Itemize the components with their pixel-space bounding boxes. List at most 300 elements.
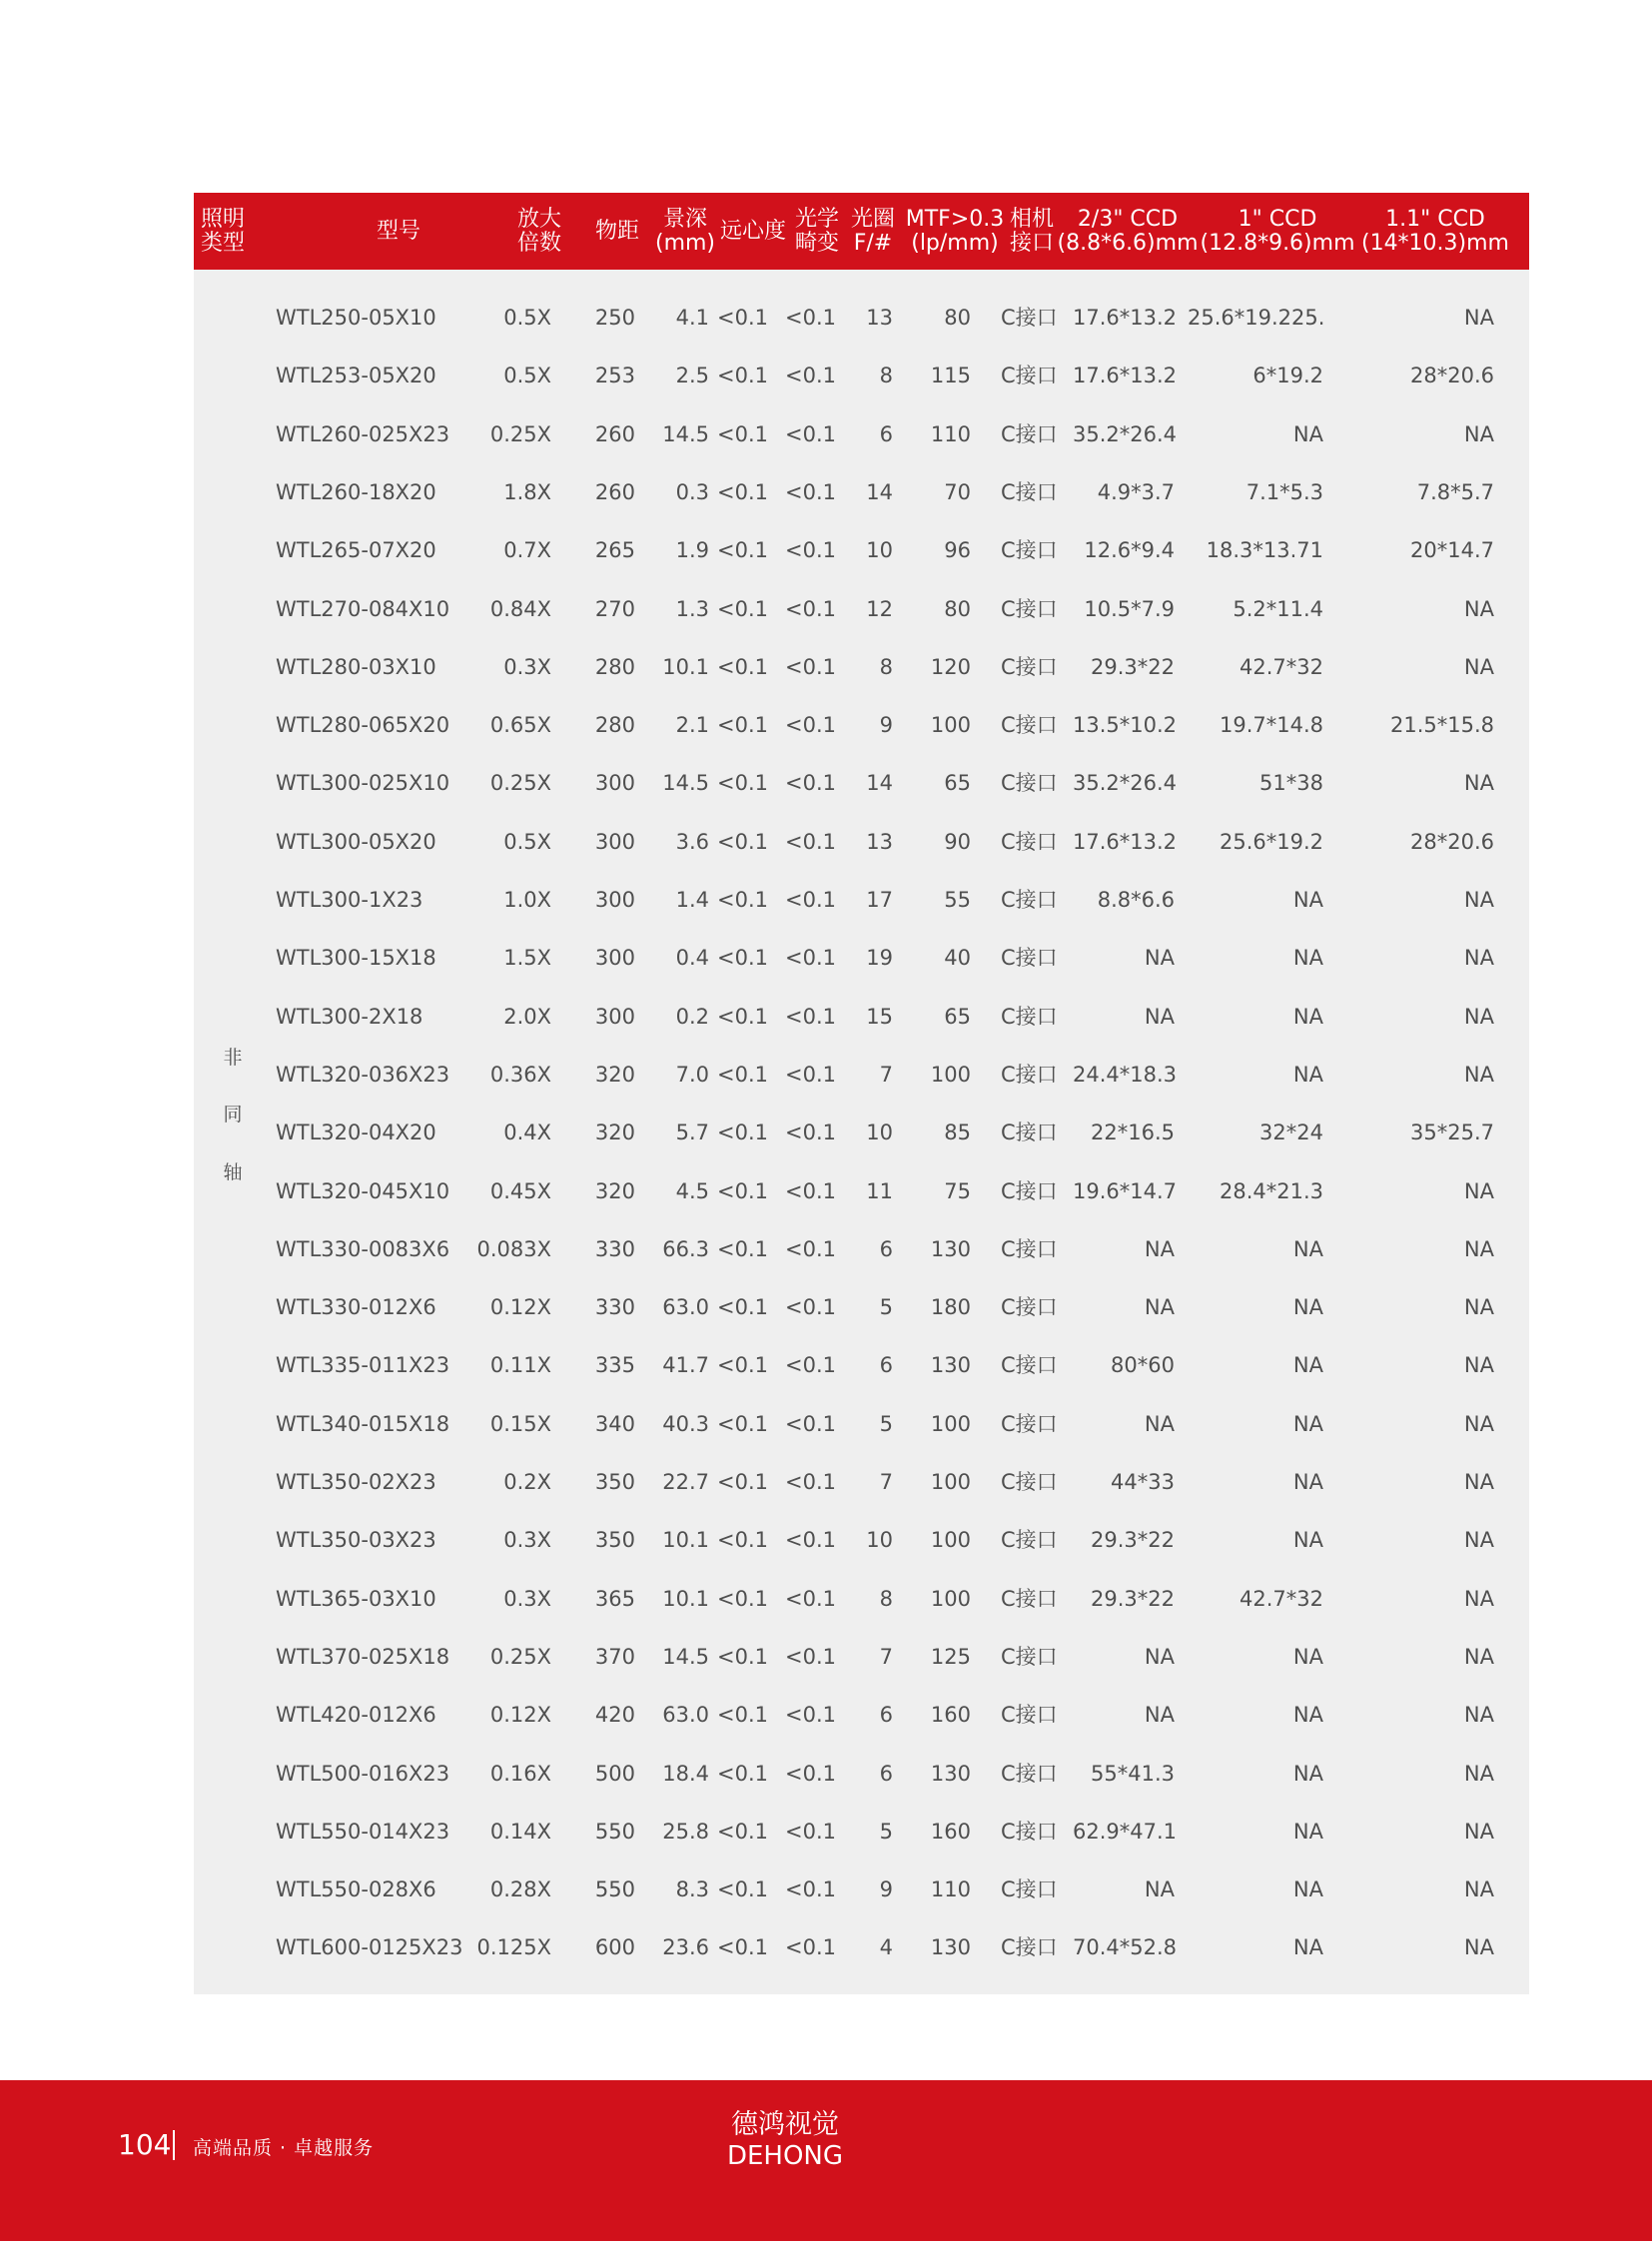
cell-ccd-2-3: 17.6*13.2 [1073, 364, 1178, 387]
cell-mtf: 100 [930, 1470, 971, 1494]
cell-mtf: 160 [930, 1820, 971, 1844]
cell-working-distance: 300 [594, 771, 635, 795]
cell-mount: C接口 [1001, 1295, 1058, 1319]
cell-ccd-1: NA [1292, 1877, 1323, 1901]
cell-aperture: 4 [879, 1935, 893, 1959]
cell-mount: C接口 [1001, 364, 1058, 387]
cell-distortion: <0.1 [785, 1295, 836, 1319]
cell-working-distance: 370 [594, 1645, 635, 1669]
cell-model: WTL300-05X20 [276, 830, 436, 854]
cell-working-distance: 330 [594, 1295, 635, 1319]
cell-telecentricity: <0.1 [717, 1528, 768, 1552]
cell-depth-of-field: 3.6 [675, 830, 709, 854]
cell-ccd-1-1: NA [1463, 1470, 1494, 1494]
cell-telecentricity: <0.1 [717, 1179, 768, 1203]
cell-aperture: 9 [879, 1877, 893, 1901]
cell-ccd-1-1: NA [1463, 655, 1494, 679]
cell-telecentricity: <0.1 [717, 655, 768, 679]
cell-ccd-1: 5.2*11.4 [1233, 597, 1323, 621]
header-lighting-type: 照明 类型 [201, 206, 246, 256]
cell-ccd-2-3: NA [1144, 1645, 1175, 1669]
cell-model: WTL320-045X10 [276, 1179, 450, 1203]
cell-working-distance: 300 [594, 946, 635, 970]
table-row [194, 1462, 1529, 1502]
cell-ccd-1: 42.7*32 [1239, 1587, 1323, 1611]
cell-ccd-1: 32*24 [1259, 1120, 1323, 1144]
cell-working-distance: 335 [594, 1353, 635, 1377]
cell-depth-of-field: 1.4 [675, 888, 709, 912]
cell-model: WTL260-025X23 [276, 422, 450, 446]
cell-ccd-1: 18.3*13.71 [1206, 538, 1323, 562]
cell-mtf: 110 [930, 1877, 971, 1901]
cell-depth-of-field: 25.8 [662, 1820, 709, 1844]
header-working-distance: 物距 [594, 218, 639, 244]
cell-depth-of-field: 7.0 [675, 1063, 709, 1087]
cell-mount: C接口 [1001, 888, 1058, 912]
cell-distortion: <0.1 [785, 422, 836, 446]
cell-ccd-1-1: 28*20.6 [1410, 364, 1494, 387]
cell-magnification: 0.5X [503, 364, 551, 387]
cell-telecentricity: <0.1 [717, 771, 768, 795]
table-row [194, 822, 1529, 862]
cell-distortion: <0.1 [785, 364, 836, 387]
cell-depth-of-field: 10.1 [662, 1587, 709, 1611]
cell-ccd-1-1: NA [1463, 1353, 1494, 1377]
cell-working-distance: 550 [594, 1877, 635, 1901]
cell-ccd-2-3: 12.6*9.4 [1084, 538, 1175, 562]
cell-mount: C接口 [1001, 1120, 1058, 1144]
cell-mtf: 100 [930, 1412, 971, 1436]
table-row [194, 1055, 1529, 1095]
cell-aperture: 6 [879, 1703, 893, 1727]
cell-telecentricity: <0.1 [717, 1005, 768, 1029]
cell-working-distance: 300 [594, 1005, 635, 1029]
table-row [194, 1927, 1529, 1967]
table-row [194, 1113, 1529, 1152]
cell-mtf: 75 [944, 1179, 971, 1203]
cell-working-distance: 330 [594, 1237, 635, 1261]
cell-distortion: <0.1 [785, 1820, 836, 1844]
cell-telecentricity: <0.1 [717, 1703, 768, 1727]
cell-ccd-1: NA [1292, 1237, 1323, 1261]
cell-working-distance: 280 [594, 713, 635, 737]
cell-telecentricity: <0.1 [717, 946, 768, 970]
footer-bar [0, 2080, 1652, 2241]
cell-aperture: 6 [879, 1353, 893, 1377]
cell-aperture: 6 [879, 1762, 893, 1786]
cell-model: WTL330-0083X6 [276, 1237, 450, 1261]
table-header [194, 193, 1529, 270]
cell-mount: C接口 [1001, 1820, 1058, 1844]
table-row [194, 1869, 1529, 1909]
table-row [194, 589, 1529, 629]
cell-magnification: 0.7X [503, 538, 551, 562]
cell-telecentricity: <0.1 [717, 1877, 768, 1901]
cell-model: WTL340-015X18 [276, 1412, 450, 1436]
cell-distortion: <0.1 [785, 1587, 836, 1611]
cell-ccd-1-1: NA [1463, 1645, 1494, 1669]
cell-distortion: <0.1 [785, 306, 836, 330]
cell-aperture: 11 [866, 1179, 893, 1203]
cell-magnification: 0.15X [489, 1412, 551, 1436]
table-row [194, 1345, 1529, 1385]
cell-model: WTL335-011X23 [276, 1353, 450, 1377]
cell-aperture: 7 [879, 1063, 893, 1087]
cell-magnification: 0.11X [489, 1353, 551, 1377]
cell-distortion: <0.1 [785, 946, 836, 970]
cell-mtf: 125 [930, 1645, 971, 1669]
cell-model: WTL300-2X18 [276, 1005, 423, 1029]
cell-magnification: 0.5X [503, 306, 551, 330]
cell-working-distance: 550 [594, 1820, 635, 1844]
cell-ccd-1-1: NA [1463, 1820, 1494, 1844]
header-distortion: 光学 畸变 [794, 206, 839, 256]
cell-distortion: <0.1 [785, 1353, 836, 1377]
cell-working-distance: 253 [594, 364, 635, 387]
cell-magnification: 0.25X [489, 771, 551, 795]
cell-aperture: 14 [866, 771, 893, 795]
cell-depth-of-field: 4.1 [675, 306, 709, 330]
cell-ccd-1: NA [1292, 888, 1323, 912]
table-row [194, 705, 1529, 745]
table-row [194, 1812, 1529, 1852]
cell-ccd-1-1: NA [1463, 1877, 1494, 1901]
cell-working-distance: 340 [594, 1412, 635, 1436]
table-row [194, 414, 1529, 454]
cell-depth-of-field: 23.6 [662, 1935, 709, 1959]
cell-mount: C接口 [1001, 713, 1058, 737]
cell-telecentricity: <0.1 [717, 597, 768, 621]
cell-mount: C接口 [1001, 1005, 1058, 1029]
header-magnification: 放大 倍数 [516, 206, 561, 256]
cell-ccd-2-3: 17.6*13.2 [1073, 830, 1178, 854]
cell-aperture: 6 [879, 422, 893, 446]
cell-mount: C接口 [1001, 1237, 1058, 1261]
cell-ccd-1-1: NA [1463, 1295, 1494, 1319]
cell-working-distance: 320 [594, 1179, 635, 1203]
cell-distortion: <0.1 [785, 830, 836, 854]
cell-distortion: <0.1 [785, 538, 836, 562]
cell-mtf: 70 [944, 480, 971, 504]
cell-aperture: 10 [866, 538, 893, 562]
cell-mtf: 115 [930, 364, 971, 387]
table-row [194, 1637, 1529, 1677]
cell-aperture: 13 [866, 830, 893, 854]
cell-telecentricity: <0.1 [717, 1820, 768, 1844]
cell-working-distance: 350 [594, 1470, 635, 1494]
cell-ccd-1-1: NA [1463, 306, 1494, 330]
cell-ccd-1-1: NA [1463, 1528, 1494, 1552]
table-row [194, 938, 1529, 978]
cell-mount: C接口 [1001, 597, 1058, 621]
cell-distortion: <0.1 [785, 1063, 836, 1087]
cell-ccd-2-3: 13.5*10.2 [1073, 713, 1178, 737]
cell-mtf: 100 [930, 1528, 971, 1552]
cell-magnification: 0.14X [489, 1820, 551, 1844]
cell-ccd-2-3: 35.2*26.4 [1073, 422, 1178, 446]
cell-model: WTL330-012X6 [276, 1295, 436, 1319]
cell-mtf: 40 [944, 946, 971, 970]
cell-telecentricity: <0.1 [717, 1470, 768, 1494]
cell-telecentricity: <0.1 [717, 1935, 768, 1959]
cell-ccd-1: NA [1292, 946, 1323, 970]
cell-depth-of-field: 1.3 [675, 597, 709, 621]
cell-aperture: 6 [879, 1237, 893, 1261]
cell-magnification: 0.4X [503, 1120, 551, 1144]
cell-ccd-2-3: NA [1144, 1703, 1175, 1727]
cell-mount: C接口 [1001, 480, 1058, 504]
cell-mtf: 110 [930, 422, 971, 446]
cell-depth-of-field: 14.5 [662, 422, 709, 446]
cell-depth-of-field: 63.0 [662, 1295, 709, 1319]
cell-telecentricity: <0.1 [717, 1645, 768, 1669]
table-row [194, 1404, 1529, 1444]
cell-aperture: 17 [866, 888, 893, 912]
table-row [194, 1579, 1529, 1619]
cell-distortion: <0.1 [785, 713, 836, 737]
cell-ccd-1: NA [1292, 1295, 1323, 1319]
cell-ccd-2-3: 55*41.3 [1091, 1762, 1175, 1786]
cell-mtf: 65 [944, 771, 971, 795]
cell-ccd-1: 42.7*32 [1239, 655, 1323, 679]
cell-magnification: 0.3X [503, 1587, 551, 1611]
cell-ccd-2-3: 44*33 [1111, 1470, 1175, 1494]
cell-depth-of-field: 63.0 [662, 1703, 709, 1727]
cell-working-distance: 250 [594, 306, 635, 330]
cell-depth-of-field: 2.1 [675, 713, 709, 737]
cell-depth-of-field: 14.5 [662, 771, 709, 795]
cell-ccd-2-3: 22*16.5 [1091, 1120, 1175, 1144]
cell-magnification: 0.12X [489, 1295, 551, 1319]
cell-telecentricity: <0.1 [717, 538, 768, 562]
cell-ccd-2-3: 29.3*22 [1091, 1587, 1175, 1611]
cell-mount: C接口 [1001, 1470, 1058, 1494]
cell-ccd-2-3: 19.6*14.7 [1073, 1179, 1178, 1203]
cell-mount: C接口 [1001, 1353, 1058, 1377]
cell-working-distance: 600 [594, 1935, 635, 1959]
cell-mount: C接口 [1001, 538, 1058, 562]
cell-aperture: 5 [879, 1820, 893, 1844]
cell-ccd-2-3: 70.4*52.8 [1073, 1935, 1178, 1959]
cell-depth-of-field: 0.3 [675, 480, 709, 504]
cell-ccd-1: 19.7*14.8 [1219, 713, 1323, 737]
cell-ccd-1-1: NA [1463, 1935, 1494, 1959]
cell-ccd-1-1: 28*20.6 [1410, 830, 1494, 854]
cell-model: WTL253-05X20 [276, 364, 436, 387]
cell-telecentricity: <0.1 [717, 1063, 768, 1087]
cell-ccd-2-3: 62.9*47.1 [1073, 1820, 1178, 1844]
cell-working-distance: 260 [594, 422, 635, 446]
cell-mount: C接口 [1001, 1762, 1058, 1786]
cell-distortion: <0.1 [785, 597, 836, 621]
cell-magnification: 1.8X [503, 480, 551, 504]
cell-mount: C接口 [1001, 655, 1058, 679]
cell-model: WTL260-18X20 [276, 480, 436, 504]
cell-ccd-1-1: NA [1463, 946, 1494, 970]
cell-depth-of-field: 40.3 [662, 1412, 709, 1436]
table-row [194, 1171, 1529, 1211]
cell-distortion: <0.1 [785, 1645, 836, 1669]
cell-working-distance: 350 [594, 1528, 635, 1552]
cell-ccd-2-3: NA [1144, 1412, 1175, 1436]
cell-depth-of-field: 0.4 [675, 946, 709, 970]
cell-model: WTL365-03X10 [276, 1587, 436, 1611]
cell-model: WTL350-02X23 [276, 1470, 436, 1494]
header-aperture: 光圈 F/# [850, 206, 895, 256]
cell-ccd-1-1: NA [1463, 1179, 1494, 1203]
cell-telecentricity: <0.1 [717, 1120, 768, 1144]
cell-distortion: <0.1 [785, 1935, 836, 1959]
cell-working-distance: 265 [594, 538, 635, 562]
cell-ccd-2-3: NA [1144, 1005, 1175, 1029]
footer-separator [173, 2130, 175, 2160]
table-row [194, 880, 1529, 920]
cell-mtf: 80 [944, 306, 971, 330]
cell-ccd-1-1: NA [1463, 422, 1494, 446]
table-row [194, 298, 1529, 338]
cell-ccd-1-1: NA [1463, 771, 1494, 795]
cell-aperture: 5 [879, 1295, 893, 1319]
cell-mtf: 120 [930, 655, 971, 679]
cell-ccd-1-1: NA [1463, 1703, 1494, 1727]
table-row [194, 530, 1529, 570]
cell-magnification: 0.36X [489, 1063, 551, 1087]
cell-telecentricity: <0.1 [717, 1353, 768, 1377]
cell-ccd-1-1: 7.8*5.7 [1416, 480, 1494, 504]
cell-depth-of-field: 22.7 [662, 1470, 709, 1494]
cell-mount: C接口 [1001, 946, 1058, 970]
brand-name-cn: 德鸿视觉 [731, 2109, 839, 2140]
cell-distortion: <0.1 [785, 888, 836, 912]
table-row [194, 1754, 1529, 1794]
brand-name-en: DEHONG [726, 2141, 844, 2171]
cell-aperture: 12 [866, 597, 893, 621]
cell-working-distance: 320 [594, 1120, 635, 1144]
table-row [194, 356, 1529, 395]
cell-distortion: <0.1 [785, 1703, 836, 1727]
header-ccd-1: 1" CCD (12.8*9.6)mm [1200, 206, 1355, 256]
cell-magnification: 0.5X [503, 830, 551, 854]
cell-telecentricity: <0.1 [717, 306, 768, 330]
cell-aperture: 19 [866, 946, 893, 970]
table-row [194, 997, 1529, 1037]
cell-working-distance: 320 [594, 1063, 635, 1087]
cell-mount: C接口 [1001, 422, 1058, 446]
cell-telecentricity: <0.1 [717, 1762, 768, 1786]
cell-mtf: 100 [930, 713, 971, 737]
cell-mtf: 130 [930, 1935, 971, 1959]
cell-ccd-1: 7.1*5.3 [1245, 480, 1323, 504]
cell-model: WTL420-012X6 [276, 1703, 436, 1727]
cell-depth-of-field: 0.2 [675, 1005, 709, 1029]
cell-telecentricity: <0.1 [717, 480, 768, 504]
cell-magnification: 0.65X [489, 713, 551, 737]
cell-ccd-1-1: NA [1463, 888, 1494, 912]
cell-mount: C接口 [1001, 306, 1058, 330]
cell-mtf: 100 [930, 1587, 971, 1611]
cell-mount: C接口 [1001, 1587, 1058, 1611]
cell-telecentricity: <0.1 [717, 888, 768, 912]
cell-ccd-1: 51*38 [1259, 771, 1323, 795]
cell-telecentricity: <0.1 [717, 1237, 768, 1261]
cell-aperture: 14 [866, 480, 893, 504]
cell-aperture: 15 [866, 1005, 893, 1029]
cell-distortion: <0.1 [785, 1877, 836, 1901]
cell-mount: C接口 [1001, 1412, 1058, 1436]
cell-telecentricity: <0.1 [717, 1412, 768, 1436]
cell-ccd-1-1: NA [1463, 1412, 1494, 1436]
cell-ccd-2-3: 24.4*18.3 [1073, 1063, 1178, 1087]
cell-magnification: 1.0X [503, 888, 551, 912]
cell-depth-of-field: 5.7 [675, 1120, 709, 1144]
cell-magnification: 0.25X [489, 422, 551, 446]
cell-model: WTL265-07X20 [276, 538, 436, 562]
cell-mtf: 65 [944, 1005, 971, 1029]
header-depth-of-field: 景深 (mm) [654, 206, 716, 256]
cell-ccd-2-3: 29.3*22 [1091, 1528, 1175, 1552]
cell-mtf: 180 [930, 1295, 971, 1319]
cell-model: WTL320-036X23 [276, 1063, 450, 1087]
cell-model: WTL500-016X23 [276, 1762, 450, 1786]
cell-ccd-2-3: NA [1144, 1237, 1175, 1261]
cell-ccd-1: 28.4*21.3 [1219, 1179, 1323, 1203]
cell-mtf: 85 [944, 1120, 971, 1144]
cell-distortion: <0.1 [785, 1005, 836, 1029]
cell-depth-of-field: 41.7 [662, 1353, 709, 1377]
cell-ccd-1-1: NA [1463, 1237, 1494, 1261]
table-row [194, 1287, 1529, 1327]
cell-ccd-1: NA [1292, 422, 1323, 446]
header-telecentricity: 远心度 [719, 218, 786, 244]
cell-distortion: <0.1 [785, 655, 836, 679]
table-row [194, 1695, 1529, 1735]
cell-ccd-2-3: 17.6*13.2 [1073, 306, 1178, 330]
cell-model: WTL550-028X6 [276, 1877, 436, 1901]
cell-distortion: <0.1 [785, 1470, 836, 1494]
cell-magnification: 0.125X [476, 1935, 551, 1959]
cell-mtf: 160 [930, 1703, 971, 1727]
cell-model: WTL320-04X20 [276, 1120, 436, 1144]
cell-depth-of-field: 1.9 [675, 538, 709, 562]
cell-ccd-1: NA [1292, 1703, 1323, 1727]
cell-telecentricity: <0.1 [717, 713, 768, 737]
table-row [194, 647, 1529, 687]
cell-mount: C接口 [1001, 771, 1058, 795]
header-mount: 相机 接口 [1009, 206, 1054, 256]
cell-aperture: 10 [866, 1528, 893, 1552]
cell-ccd-1-1: NA [1463, 1587, 1494, 1611]
cell-magnification: 0.25X [489, 1645, 551, 1669]
cell-model: WTL350-03X23 [276, 1528, 436, 1552]
cell-depth-of-field: 66.3 [662, 1237, 709, 1261]
cell-ccd-1: NA [1292, 1645, 1323, 1669]
cell-telecentricity: <0.1 [717, 364, 768, 387]
cell-ccd-1: NA [1292, 1820, 1323, 1844]
cell-depth-of-field: 8.3 [675, 1877, 709, 1901]
cell-mount: C接口 [1001, 1179, 1058, 1203]
cell-ccd-2-3: 29.3*22 [1091, 655, 1175, 679]
cell-mount: C接口 [1001, 1063, 1058, 1087]
table-row [194, 1229, 1529, 1269]
cell-working-distance: 300 [594, 830, 635, 854]
cell-telecentricity: <0.1 [717, 1587, 768, 1611]
cell-distortion: <0.1 [785, 480, 836, 504]
cell-ccd-2-3: 8.8*6.6 [1097, 888, 1175, 912]
cell-distortion: <0.1 [785, 1179, 836, 1203]
cell-mtf: 130 [930, 1237, 971, 1261]
cell-aperture: 7 [879, 1470, 893, 1494]
table-row [194, 472, 1529, 512]
